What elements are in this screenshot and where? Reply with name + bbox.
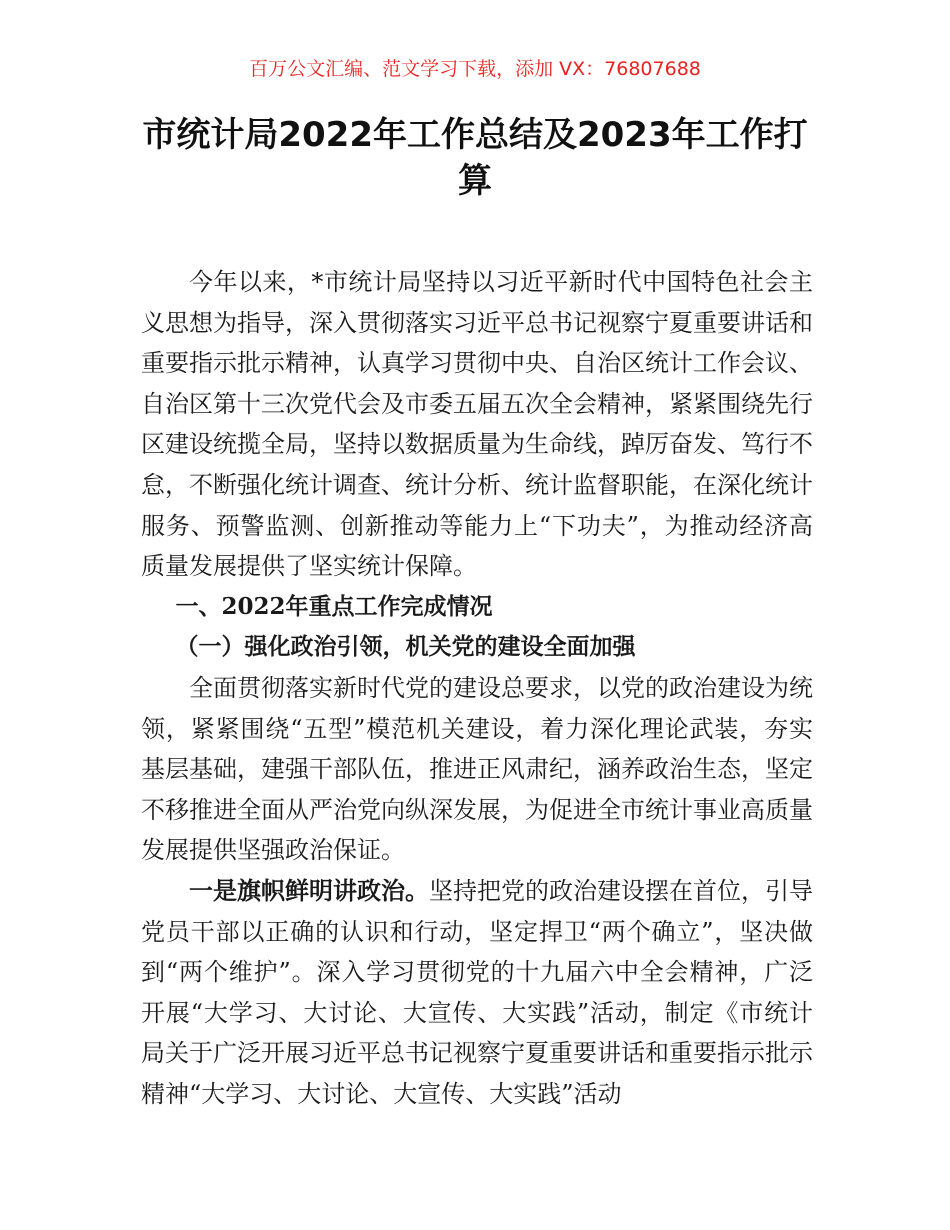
subsection-heading: （一）强化政治引领，机关党的建设全面加强 [175,633,636,661]
point-text: 坚持把党的政治建设摆在首位，引导党员干部以正确的认识和行动，坚定捍卫“两个确立”，坚决做到“两个维护”。深入学习贯彻党的十九届六中全会精神，广泛开展“大学习、大讨论、大宣传、大实践”活动，制定《市统计局关于广泛开展习近平总书记视察宁夏重要讲话和重要指示批示精神“大学习、大讨论、大宣传、大实践”活动 [141,876,813,1108]
point-paragraph [141,871,813,1115]
document-title: 市统计局2022年工作总结及2023年工作打算 [142,115,808,201]
document-body [141,262,813,1114]
promo-banner: 百万公文汇编、范文学习下载，添加 VX：76807688 [249,58,701,80]
intro-paragraph: 今年以来，*市统计局坚持以习近平新时代中国特色社会主义思想为指导，深入贯彻落实习近平总书记视察宁夏重要讲话和重要指示批示精神，认真学习贯彻中央、自治区统计工作会议、自治区第十三次党代会及市委五届五次全会精神，紧紧围绕先行区建设统揽全局，坚持以数据质量为生命线，踔厉奋发、笃行不怠，不断强化统计调查、统计分析、统计监督职能，在深化统计服务、预警监测、创新推动等能力上“下功夫”，为推动经济高质量发展提供了坚实统计保障。 [141,268,813,581]
section-heading: 一、2022年重点工作完成情况 [175,592,493,620]
point-lead: 一是旗帜鲜明讲政治。 [189,875,429,905]
subsection-paragraph: 全面贯彻落实新时代党的建设总要求，以党的政治建设为统领，紧紧围绕“五型”模范机关建设，着力深化理论武装，夯实基层基础，建强干部队伍，推进正风肃纪，涵养政治生态，坚定不移推进全面从严治党向纵深发展，为促进全市统计事业高质量发展提供坚强政治保证。 [141,673,813,865]
